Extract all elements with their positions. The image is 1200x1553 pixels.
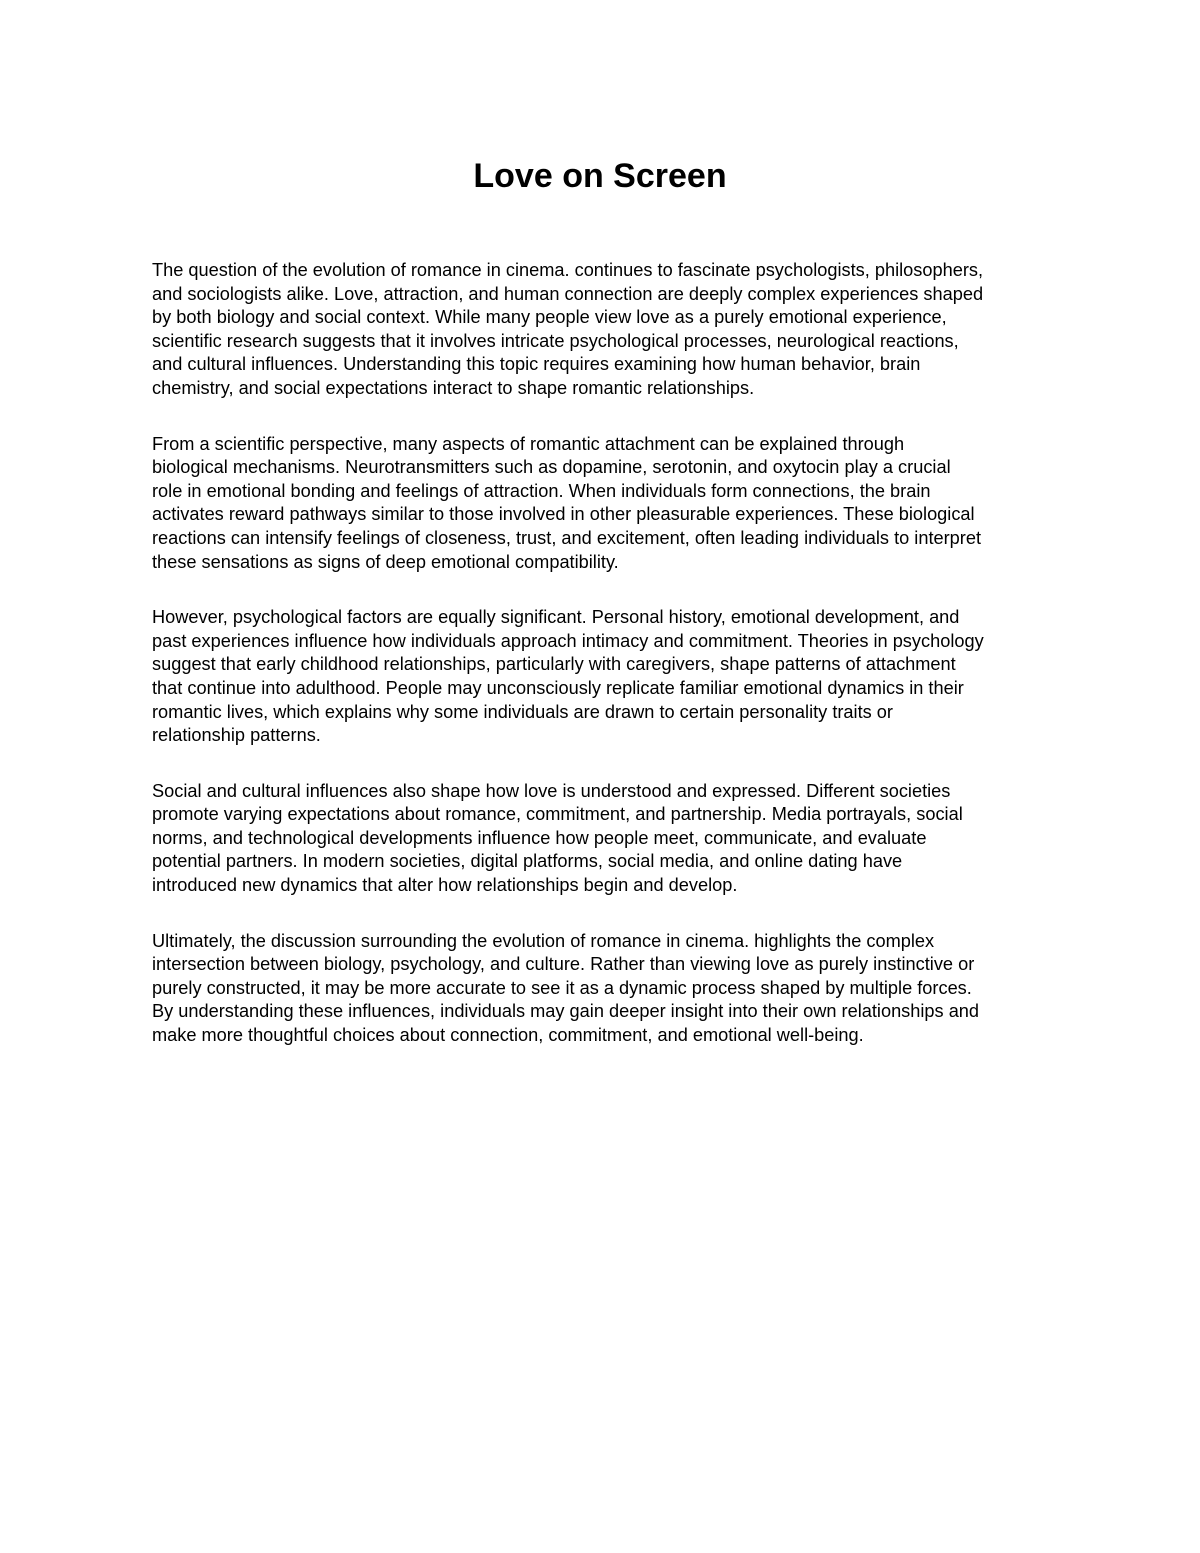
paragraph-1: [152, 259, 1052, 401]
paragraph-line: chemistry, and social expectations interact to shape romantic relationships.: [152, 377, 755, 398]
paragraph-line: norms, and technological developments influence how people meet, communicate, and evaluate: [152, 827, 927, 848]
paragraph-line: activates reward pathways similar to those involved in other pleasurable experiences. These biological: [152, 504, 975, 525]
paragraph-line: scientific research suggests that it involves intricate psychological processes, neurological reactions,: [152, 330, 959, 351]
paragraph-line: Social and cultural influences also shape how love is understood and expressed. Different societies: [152, 780, 951, 801]
document-body: [152, 259, 1052, 1080]
paragraph-line: reactions can intensify feelings of closeness, trust, and excitement, often leading individuals to interpret: [152, 527, 982, 548]
paragraph-line: intersection between biology, psychology, and culture. Rather than viewing love as purely instinctive or: [152, 954, 975, 975]
paragraph-line: potential partners. In modern societies, digital platforms, social media, and online dating have: [152, 851, 903, 872]
paragraph-line: suggest that early childhood relationships, particularly with caregivers, shape patterns of attachment: [152, 654, 956, 675]
paragraph-line: make more thoughtful choices about connection, commitment, and emotional well-being.: [152, 1025, 864, 1046]
paragraph-line: Ultimately, the discussion surrounding the evolution of romance in cinema. highlights the complex: [152, 930, 935, 951]
paragraph-line: From a scientific perspective, many aspects of romantic attachment can be explained through: [152, 433, 905, 454]
document-title: Love on Screen: [473, 157, 727, 195]
paragraph-line: and cultural influences. Understanding this topic requires examining how human behavior, brain: [152, 354, 921, 375]
paragraph-3: [152, 606, 1052, 748]
paragraph-line: purely constructed, it may be more accurate to see it as a dynamic process shaped by multiple forces.: [152, 977, 972, 998]
paragraph-line: that continue into adulthood. People may unconsciously replicate familiar emotional dynamics in their: [152, 677, 964, 698]
paragraph-line: However, psychological factors are equally significant. Personal history, emotional development, and: [152, 607, 960, 628]
paragraph-line: relationship patterns.: [152, 725, 321, 746]
paragraph-5: [152, 930, 1052, 1048]
paragraph-line: By understanding these influences, individuals may gain deeper insight into their own relationships and: [152, 1001, 980, 1022]
paragraph-line: The question of the evolution of romance in cinema. continues to fascinate psychologists, philosophers,: [152, 260, 984, 280]
paragraph-line: these sensations as signs of deep emotional compatibility.: [152, 551, 619, 572]
paragraph-4: [152, 780, 1052, 898]
paragraph-line: past experiences influence how individuals approach intimacy and commitment. Theories in psychology: [152, 630, 984, 651]
paragraph-line: by both biology and social context. While many people view love as a purely emotional experience,: [152, 307, 947, 328]
paragraph-line: romantic lives, which explains why some individuals are drawn to certain personality traits or: [152, 701, 893, 722]
paragraph-line: role in emotional bonding and feelings of attraction. When individuals form connections, the brain: [152, 480, 931, 501]
paragraph-2: [152, 433, 1052, 575]
paragraph-line: biological mechanisms. Neurotransmitters such as dopamine, serotonin, and oxytocin play a crucial: [152, 457, 951, 478]
paragraph-line: and sociologists alike. Love, attraction, and human connection are deeply complex experiences shaped: [152, 283, 984, 304]
paragraph-line: promote varying expectations about romance, commitment, and partnership. Media portrayals, social: [152, 804, 963, 825]
paragraph-line: introduced new dynamics that alter how relationships begin and develop.: [152, 875, 738, 896]
